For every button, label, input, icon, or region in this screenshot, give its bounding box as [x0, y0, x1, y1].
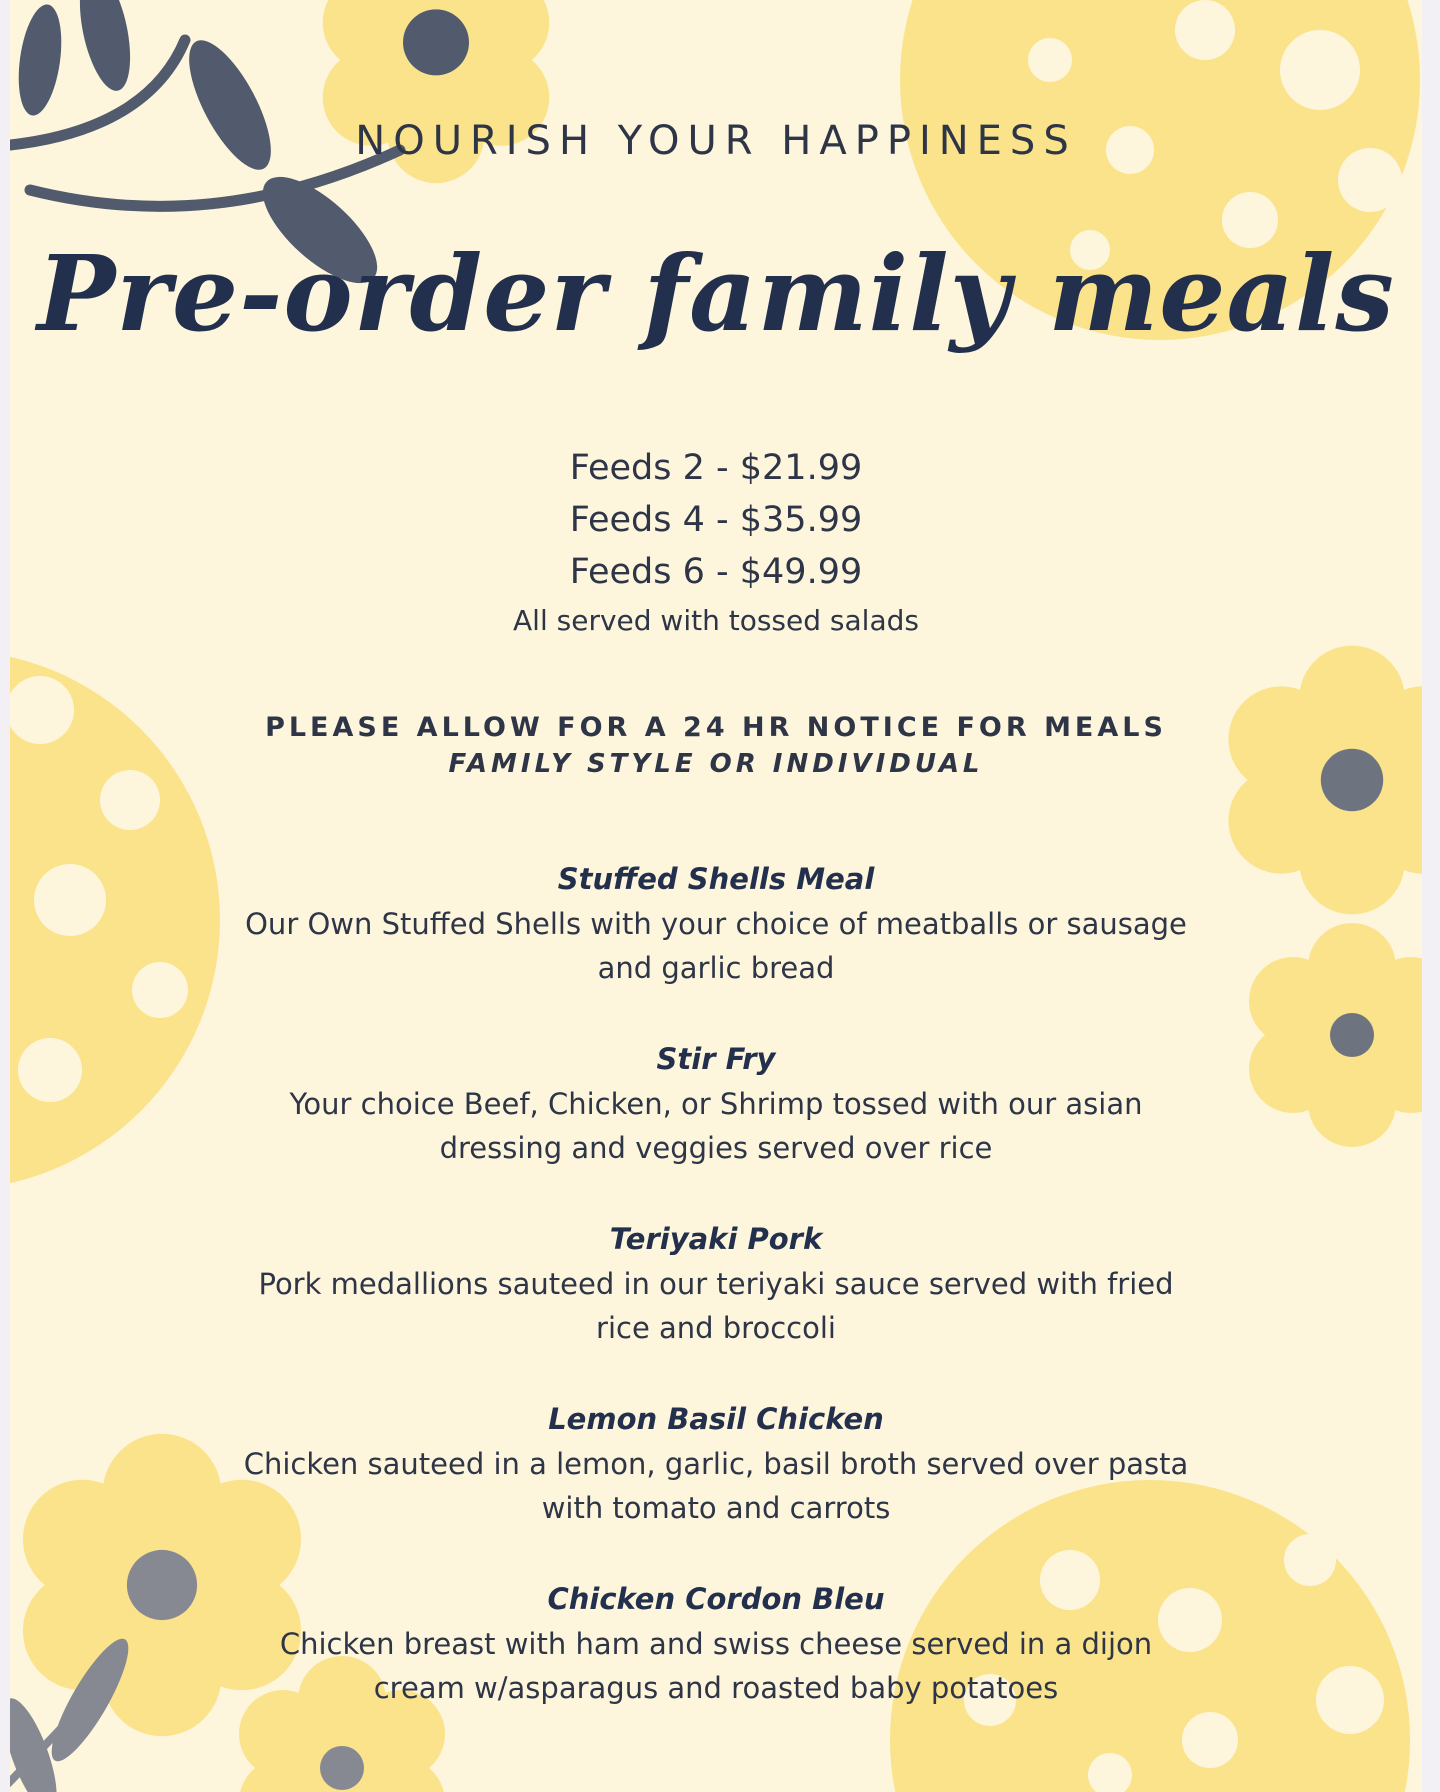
- menu-item-name: Teriyaki Pork: [609, 1222, 823, 1256]
- notice-subline: FAMILY STYLE OR INDIVIDUAL: [448, 749, 984, 779]
- menu-item-name: Stir Fry: [656, 1042, 776, 1076]
- menu-item-description: Chicken sauteed in a lemon, garlic, basil broth served over pasta with tomato and carrots: [243, 1447, 1189, 1525]
- notice-section: [10, 710, 1422, 782]
- menu-item: [10, 1216, 1422, 1396]
- pricing-section: [10, 442, 1422, 644]
- menu-item-description: Pork medallions sauteed in our teriyaki sauce served with fried rice and broccoli: [258, 1267, 1174, 1345]
- menu-item: [10, 1036, 1422, 1216]
- menu-item-name: Lemon Basil Chicken: [548, 1402, 884, 1436]
- menu-item: [10, 856, 1422, 1036]
- page-title: Pre-order family meals: [37, 232, 1395, 355]
- notice-line: PLEASE ALLOW FOR A 24 HR NOTICE FOR MEALS: [265, 712, 1167, 743]
- price-note: All served with tossed salads: [513, 604, 919, 637]
- menu-item-description: Chicken breast with ham and swiss cheese served in a dijon cream w/asparagus and roasted baby potatoes: [279, 1627, 1153, 1705]
- menu-item-name: Chicken Cordon Bleu: [547, 1582, 885, 1616]
- tagline: NOURISH YOUR HAPPINESS: [355, 118, 1077, 164]
- menu-item-description: Our Own Stuffed Shells with your choice of meatballs or sausage and garlic bread: [245, 907, 1187, 985]
- menu-item: [10, 1576, 1422, 1756]
- menu-list: [10, 856, 1422, 1756]
- price-tier: Feeds 6 - $49.99: [569, 552, 863, 592]
- menu-flyer: [10, 0, 1422, 1792]
- price-tier: Feeds 2 - $21.99: [569, 448, 863, 488]
- menu-item-description: Your choice Beef, Chicken, or Shrimp tossed with our asian dressing and veggies served over rice: [289, 1087, 1143, 1165]
- flyer-content: [10, 0, 1422, 1792]
- menu-item-name: Stuffed Shells Meal: [557, 862, 875, 896]
- menu-item: [10, 1396, 1422, 1576]
- price-tier: Feeds 4 - $35.99: [569, 500, 863, 540]
